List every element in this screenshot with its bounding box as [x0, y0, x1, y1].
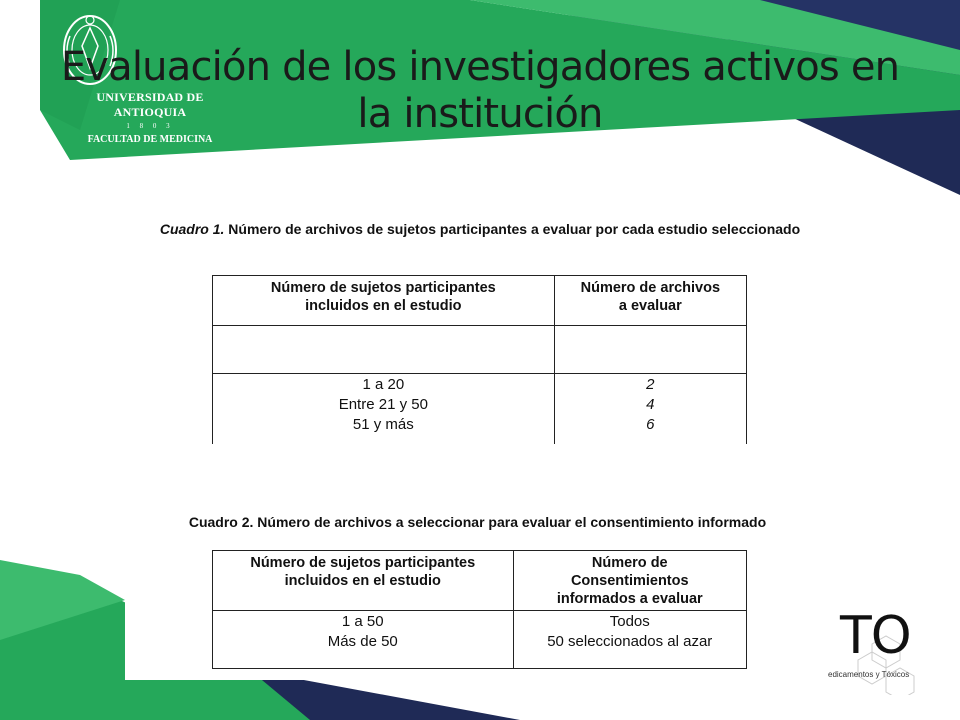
cuadro2-header-subjects [213, 551, 514, 611]
cuadro2-files: 50 seleccionados al azar [547, 633, 713, 650]
cuadro1-range: Entre 21 y 50 [338, 396, 428, 413]
cuadro1-files: 2 [646, 376, 655, 393]
cuadro1-files-cell [554, 374, 746, 444]
cuadro1-header-files [554, 276, 746, 326]
cuadro1-caption [150, 220, 810, 238]
cuadro2-table [212, 550, 747, 669]
logo-subtitle: edicamentos y Tóxicos [828, 670, 910, 679]
cuadro1-empty-cell [554, 326, 746, 374]
logo-text: TO [840, 606, 911, 666]
cuadro1-range: 1 a 20 [362, 376, 405, 393]
cuadro1-caption-text: Número de archivos de sujetos participantes a evaluar por cada estudio seleccionado [228, 221, 801, 237]
cuadro1-empty-cell [213, 326, 555, 374]
cuadro1-range: 51 y más [352, 416, 414, 433]
cuadro1-header-subjects [213, 276, 555, 326]
cuadro1-table [212, 275, 747, 444]
cuadro2-files: Todos [609, 613, 650, 630]
cuadro2-range: Más de 50 [327, 633, 398, 650]
cuadro2-range: 1 a 50 [341, 613, 384, 630]
cuadro2-ranges-cell [213, 611, 514, 669]
university-name: UNIVERSIDAD DE ANTIOQUIA [96, 90, 204, 119]
cuadro2-caption: Cuadro 2. Número de archivos a seleccionar para evaluar el consentimiento informado [188, 514, 767, 530]
cuadro2-header-files-text: Número de Consentimientos informados a evaluar [556, 555, 703, 607]
cuadro1-ranges-cell [213, 374, 555, 444]
faculty-name: FACULTAD DE MEDICINA [87, 134, 213, 145]
cuadro1-header-subjects-text: Número de sujetos participantes incluidos en el estudio [270, 280, 496, 314]
cuadro1-files: 6 [646, 416, 655, 433]
cuadro1-files: 4 [646, 396, 655, 413]
cuadro1-header-files-text: Número de archivos a evaluar [580, 280, 721, 314]
slide-title: Evaluación de los investigadores activos en la institución [60, 44, 900, 137]
cuadro2-files-cell [513, 611, 747, 669]
cuadro2-header-subjects-text: Número de sujetos participantes incluidos en el estudio [250, 555, 476, 589]
cuadro2-header-files [513, 551, 747, 611]
university-year: 1 8 0 3 [126, 122, 174, 130]
cuadro1-label: Cuadro 1. [159, 221, 225, 237]
